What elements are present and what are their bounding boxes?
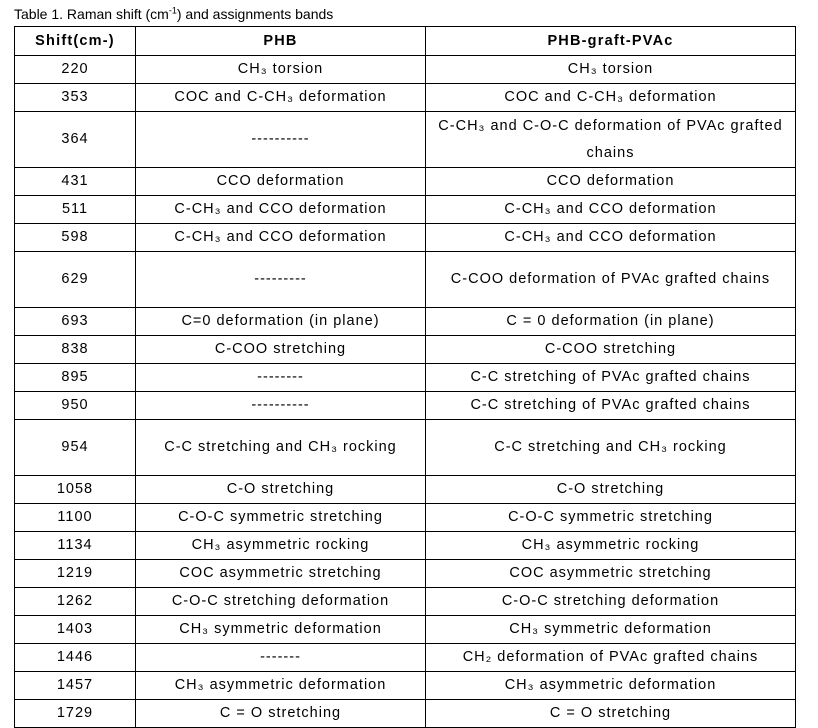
caption-superscript: -1 [168,5,177,16]
graft-cell: CH₂ deformation of PVAc grafted chains [426,644,796,672]
shift-cell: 1729 [15,700,136,728]
graft-cell: C-CH₃ and CCO deformation [426,224,796,252]
phb-cell: C-CH₃ and CCO deformation [136,224,426,252]
table-row [15,672,796,700]
table-row [15,196,796,224]
table-row [15,252,796,308]
shift-cell: 693 [15,308,136,336]
table-row [15,504,796,532]
phb-cell: CH₃ asymmetric deformation [136,672,426,700]
graft-cell: C = O stretching [426,700,796,728]
table-row [15,616,796,644]
shift-cell: 598 [15,224,136,252]
shift-cell: 954 [15,420,136,476]
shift-cell: 1100 [15,504,136,532]
table-row [15,112,796,168]
table-row [15,168,796,196]
header-shift: Shift(cm-) [15,27,136,56]
table-row [15,644,796,672]
shift-cell: 1446 [15,644,136,672]
graft-cell: CCO deformation [426,168,796,196]
phb-cell: CH₃ asymmetric rocking [136,532,426,560]
table-row [15,56,796,84]
shift-cell: 1457 [15,672,136,700]
graft-cell: CH₃ asymmetric rocking [426,532,796,560]
shift-cell: 431 [15,168,136,196]
graft-cell: C-COO stretching [426,336,796,364]
shift-cell: 1262 [15,588,136,616]
graft-cell: C-COO deformation of PVAc grafted chains [426,252,796,308]
phb-cell: COC asymmetric stretching [136,560,426,588]
graft-cell: C-CH₃ and CCO deformation [426,196,796,224]
phb-cell: C-O-C stretching deformation [136,588,426,616]
graft-cell: C = 0 deformation (in plane) [426,308,796,336]
table-row [15,84,796,112]
phb-cell: ------- [136,644,426,672]
header-phb: PHB [136,27,426,56]
graft-cell: C-C stretching of PVAc grafted chains [426,392,796,420]
table-row [15,336,796,364]
shift-cell: 1134 [15,532,136,560]
shift-cell: 1219 [15,560,136,588]
table-row [15,476,796,504]
graft-cell: CH₃ symmetric deformation [426,616,796,644]
shift-cell: 220 [15,56,136,84]
table-caption [14,5,333,23]
phb-cell: ---------- [136,392,426,420]
table-row [15,392,796,420]
graft-cell: C-O-C stretching deformation [426,588,796,616]
shift-cell: 511 [15,196,136,224]
table-row [15,700,796,728]
phb-cell: C-O-C symmetric stretching [136,504,426,532]
table-body [15,56,796,728]
graft-cell: C-O stretching [426,476,796,504]
table-row [15,224,796,252]
phb-cell: C = O stretching [136,700,426,728]
table-row [15,560,796,588]
shift-cell: 1058 [15,476,136,504]
shift-cell: 629 [15,252,136,308]
table-row [15,308,796,336]
shift-cell: 364 [15,112,136,168]
phb-cell: CH₃ symmetric deformation [136,616,426,644]
phb-cell: C-COO stretching [136,336,426,364]
header-row [15,27,796,56]
table-row [15,588,796,616]
phb-cell: -------- [136,364,426,392]
graft-cell: C-O-C symmetric stretching [426,504,796,532]
shift-cell: 895 [15,364,136,392]
header-phb-graft-pvac: PHB-graft-PVAc [426,27,796,56]
phb-cell: CH₃ torsion [136,56,426,84]
shift-cell: 353 [15,84,136,112]
graft-cell: COC and C-CH₃ deformation [426,84,796,112]
graft-cell: C-CH₃ and C-O-C deformation of PVAc grafted chains [426,112,796,168]
phb-cell: CCO deformation [136,168,426,196]
graft-cell: CH₃ torsion [426,56,796,84]
phb-cell: COC and C-CH₃ deformation [136,84,426,112]
table-row [15,420,796,476]
shift-cell: 950 [15,392,136,420]
caption-text-end: ) and assignments bands [176,6,334,22]
phb-cell: C=0 deformation (in plane) [136,308,426,336]
phb-cell: C-O stretching [136,476,426,504]
table-row [15,364,796,392]
shift-cell: 1403 [15,616,136,644]
shift-cell: 838 [15,336,136,364]
graft-cell: COC asymmetric stretching [426,560,796,588]
caption-text-start: Table 1. Raman shift (cm [14,6,169,22]
table-row [15,532,796,560]
phb-cell: C-C stretching and CH₃ rocking [136,420,426,476]
raman-table [14,26,796,728]
graft-cell: CH₃ asymmetric deformation [426,672,796,700]
phb-cell: C-CH₃ and CCO deformation [136,196,426,224]
phb-cell: --------- [136,252,426,308]
graft-cell: C-C stretching and CH₃ rocking [426,420,796,476]
graft-cell: C-C stretching of PVAc grafted chains [426,364,796,392]
phb-cell: ---------- [136,112,426,168]
